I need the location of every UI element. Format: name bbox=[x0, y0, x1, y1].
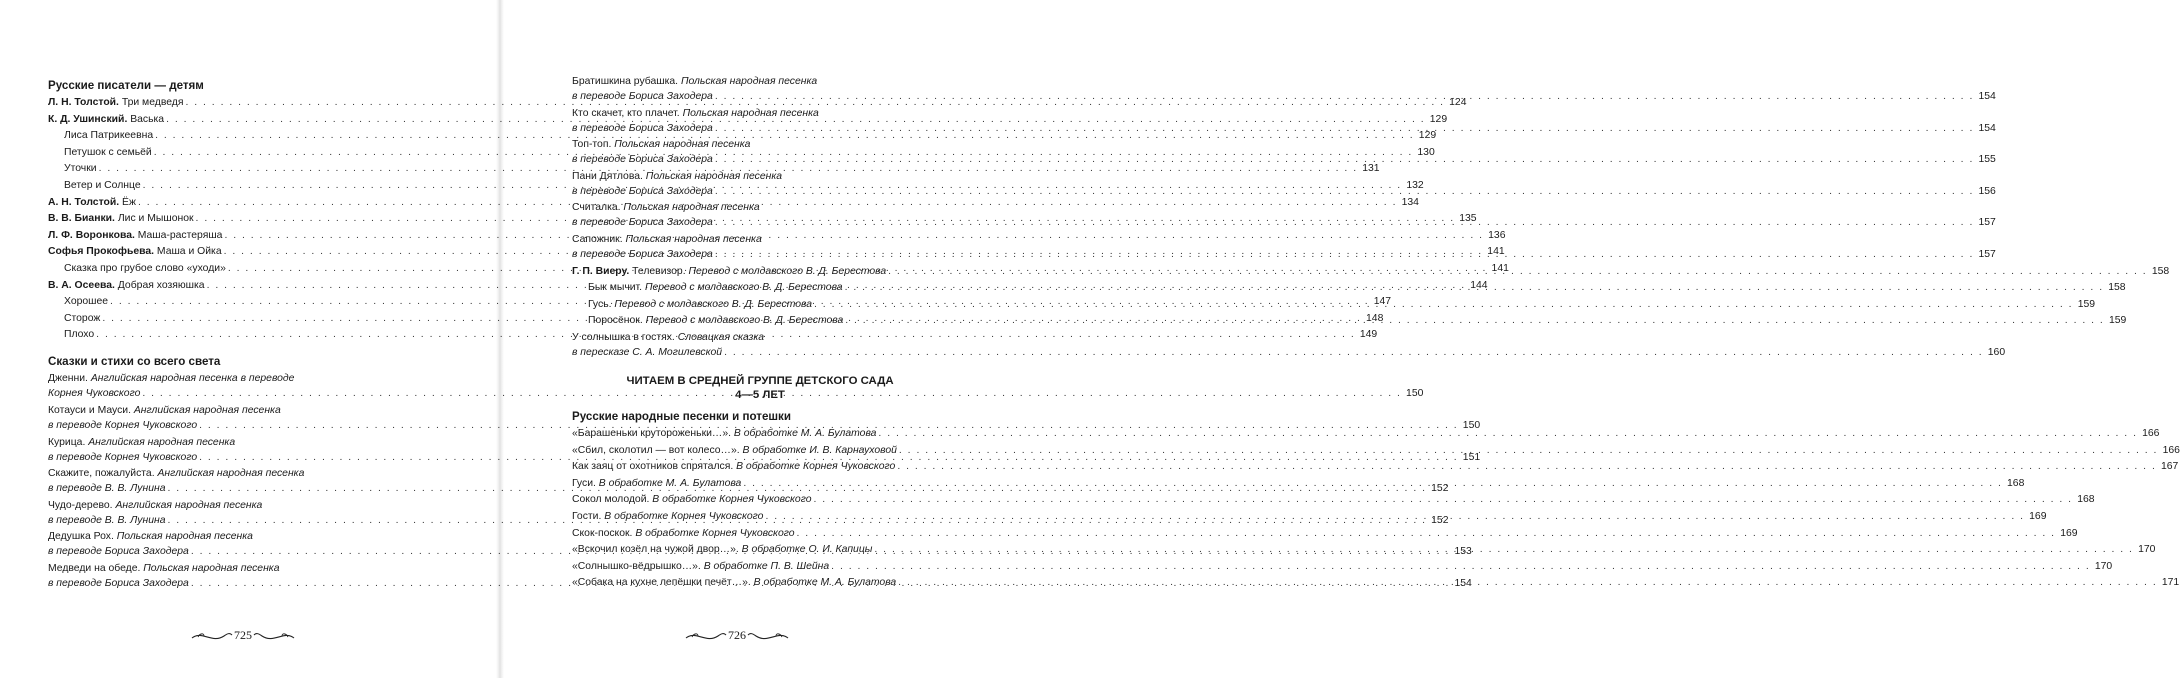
toc-title: «Сбил, сколотил — вот колесо…». bbox=[572, 444, 740, 456]
toc-page-number: 170 bbox=[2138, 544, 2156, 556]
toc-entry-text bbox=[64, 294, 108, 309]
dot-leader bbox=[715, 215, 1974, 230]
toc-title: Братишкина рубашка. bbox=[572, 76, 679, 87]
toc-entry-line bbox=[572, 232, 948, 247]
toc-title: Лиса Патрикеевна bbox=[64, 130, 154, 142]
toc-entry-line bbox=[572, 200, 948, 215]
toc-note: В обработке П. В. Шейна bbox=[703, 560, 830, 572]
toc-title: Васька bbox=[130, 113, 165, 125]
toc-entry-text bbox=[48, 576, 189, 591]
group-heading-line: ЧИТАЕМ В СРЕДНЕЙ ГРУППЕ ДЕТСКОГО САДА bbox=[626, 374, 894, 387]
toc-title: Сапожник. bbox=[572, 233, 623, 245]
toc-title: Топ-топ. bbox=[572, 139, 612, 151]
toc-note: В обработке О. И. Капицы bbox=[741, 544, 873, 556]
toc-note: Польская народная песенка bbox=[625, 233, 762, 245]
toc-entry-text bbox=[48, 418, 197, 433]
toc-page-number: 152 bbox=[1431, 483, 1449, 495]
toc-page-number: 151 bbox=[1462, 451, 1481, 463]
toc-page-number: 171 bbox=[2161, 577, 2180, 589]
toc-page-number: 141 bbox=[1491, 262, 1509, 274]
toc-entry-text bbox=[48, 450, 197, 465]
toc-title: Дедушка Рох. bbox=[48, 531, 114, 543]
toc-entry-line bbox=[48, 371, 424, 386]
toc-note: в переводе Корнея Чуковского bbox=[48, 451, 198, 463]
section-title: Сказки и стихи со всего света bbox=[48, 355, 221, 369]
toc-entry-text bbox=[572, 426, 876, 441]
toc-entry-text bbox=[64, 145, 152, 160]
toc-entry-line bbox=[48, 435, 424, 450]
toc-note: в пересказе С. А. Могилевской bbox=[572, 346, 723, 358]
section-title: Русские писатели — детям bbox=[48, 79, 204, 92]
dot-leader bbox=[797, 526, 2056, 541]
dot-leader bbox=[814, 492, 2073, 507]
toc-title: У солнышка в гостях. bbox=[572, 331, 675, 343]
toc-page-number: 124 bbox=[1449, 97, 1467, 108]
toc-entry-text bbox=[64, 161, 97, 176]
toc-page-number: 169 bbox=[2029, 510, 2047, 522]
dot-leader bbox=[897, 459, 2156, 474]
toc-note: в переводе Бориса Заходера bbox=[572, 122, 713, 134]
toc-note: В обработке Корнея Чуковского bbox=[604, 510, 764, 522]
toc-entry-line bbox=[572, 169, 948, 184]
toc-page-number: 152 bbox=[1431, 514, 1449, 526]
toc-page-number: 141 bbox=[1487, 246, 1505, 258]
toc-title: Гусь. bbox=[588, 298, 612, 310]
group-heading bbox=[572, 374, 948, 403]
toc-title: Уточки bbox=[64, 163, 97, 175]
dot-leader bbox=[715, 89, 1974, 104]
toc-author: Софья Прокофьева. bbox=[48, 246, 155, 258]
toc-page-number: 168 bbox=[2007, 477, 2025, 489]
toc-entry-text bbox=[572, 152, 713, 167]
toc-title: Ёж bbox=[122, 196, 136, 208]
toc-entry bbox=[572, 526, 2078, 541]
toc-entry-text bbox=[64, 178, 141, 193]
toc-note: Польская народная песенка bbox=[614, 139, 751, 151]
toc-entry-text bbox=[48, 244, 222, 259]
page-number: 726 bbox=[728, 628, 746, 642]
toc-entry-text bbox=[64, 311, 100, 326]
dot-leader bbox=[845, 313, 2104, 328]
toc-entry-text bbox=[572, 215, 713, 230]
toc-page-number: 168 bbox=[2077, 494, 2095, 506]
toc-note: В обработке Корнея Чуковского bbox=[635, 527, 795, 539]
toc-note: Английская народная песенка bbox=[88, 436, 236, 448]
toc-author: В. В. Бианки. bbox=[48, 213, 115, 225]
toc-note: В обработке Корнея Чуковского bbox=[652, 494, 812, 506]
page-number: 725 bbox=[234, 628, 252, 642]
toc-note: В обработке М. А. Булатова bbox=[598, 477, 742, 489]
toc-title: Поросёнок. bbox=[588, 315, 643, 327]
toc-page-number: 149 bbox=[1359, 329, 1378, 341]
toc-note: Перевод с молдавского В. Д. Берестова bbox=[688, 265, 887, 277]
toc-title: Как заяц от охотников спрятался. bbox=[572, 461, 734, 473]
toc-entry-text bbox=[572, 476, 741, 491]
toc-note: Перевод с молдавского В. Д. Берестова bbox=[645, 315, 844, 327]
toc-entry-line bbox=[48, 498, 424, 513]
toc-entry-text bbox=[64, 261, 226, 276]
toc-page-number: 132 bbox=[1406, 179, 1424, 191]
toc-entry-text bbox=[572, 184, 713, 199]
dot-leader bbox=[715, 184, 1974, 199]
dot-leader bbox=[845, 280, 2104, 295]
toc-page-number: 144 bbox=[1470, 279, 1488, 291]
toc-entry-line bbox=[572, 330, 948, 345]
toc-page-number: 167 bbox=[2161, 461, 2179, 473]
toc-entry-text bbox=[572, 121, 713, 136]
toc-note: Польская народная песенка bbox=[682, 107, 819, 119]
toc-title: «Вскочил козёл на чужой двор…». bbox=[572, 544, 739, 556]
toc-entry-text bbox=[572, 247, 713, 262]
toc-title: Сказка про грубое слово «уходи» bbox=[64, 262, 226, 274]
toc-entry-line bbox=[572, 459, 2179, 474]
toc-entry-text bbox=[572, 509, 763, 524]
dot-leader bbox=[765, 509, 2024, 524]
toc-page-number: 159 bbox=[2108, 315, 2127, 327]
toc-entry-line bbox=[48, 403, 424, 418]
toc-page-number: 134 bbox=[1401, 196, 1419, 208]
toc-entry-text bbox=[572, 459, 895, 474]
toc-page-number: 166 bbox=[2162, 444, 2180, 456]
toc-note: Английская народная песенка bbox=[157, 468, 305, 480]
dot-leader bbox=[899, 443, 2158, 458]
dot-leader bbox=[831, 559, 2090, 574]
toc-note: в переводе Бориса Заходера bbox=[48, 577, 189, 589]
toc-note: Словацкая сказка bbox=[677, 331, 765, 343]
toc-note: в переводе В. В. Лунина bbox=[48, 483, 166, 495]
toc-entry-text bbox=[572, 542, 872, 557]
toc-author: В. А. Осеева. bbox=[48, 279, 115, 291]
toc-page-number: 158 bbox=[2151, 265, 2170, 277]
toc-title: Ветер и Солнце bbox=[64, 179, 141, 191]
toc-entry-text bbox=[588, 297, 812, 312]
toc-title: Гости. bbox=[572, 510, 602, 522]
toc-entry-line bbox=[48, 466, 424, 481]
toc-title: Петушок с семьёй bbox=[64, 146, 152, 158]
dot-leader bbox=[715, 247, 1974, 262]
toc-note: В обработке И. В. Карнауховой bbox=[742, 444, 897, 456]
toc-title: Считалка. bbox=[572, 202, 621, 214]
toc-title: «Солнышко-вёдрышко…». bbox=[572, 560, 701, 572]
dot-leader bbox=[715, 152, 1974, 167]
toc-entry bbox=[572, 459, 2179, 474]
toc-note: В обработке М. А. Булатова bbox=[753, 577, 897, 589]
toc-title: Курица. bbox=[48, 436, 86, 448]
toc-title: Медведи на обеде. bbox=[48, 562, 141, 574]
toc-entry-line bbox=[572, 526, 2078, 541]
toc-entry-text bbox=[572, 492, 812, 507]
toc-note: в переводе Корнея Чуковского bbox=[48, 419, 198, 431]
left-page-folio bbox=[188, 624, 298, 648]
toc-note: Английская народная песенка bbox=[115, 499, 263, 511]
toc-entry bbox=[572, 559, 2113, 574]
toc-entry-text bbox=[572, 264, 886, 279]
toc-entry-line bbox=[572, 137, 948, 152]
toc-entry-text bbox=[48, 513, 165, 528]
toc-title: Гуси. bbox=[572, 477, 596, 489]
toc-title: Плохо bbox=[64, 329, 95, 341]
toc-note: Перевод с молдавского В. Д. Берестова bbox=[644, 282, 843, 294]
toc-entry-line bbox=[572, 106, 948, 121]
toc-page-number: 129 bbox=[1429, 113, 1448, 125]
toc-note: в переводе Бориса Заходера bbox=[572, 91, 713, 102]
toc-page-number: 154 bbox=[1978, 122, 1996, 134]
toc-note: в переводе Бориса Заходера bbox=[572, 185, 713, 197]
toc-note: в переводе Бориса Заходера bbox=[572, 154, 713, 166]
toc-note: в переводе Бориса Заходера bbox=[572, 217, 713, 229]
toc-author: К. Д. Ушинский. bbox=[48, 113, 128, 125]
toc-note: в переводе В. В. Лунина bbox=[48, 514, 166, 526]
dot-leader bbox=[874, 542, 2133, 557]
toc-entry-text bbox=[48, 278, 205, 293]
toc-entry-line bbox=[572, 345, 2006, 360]
toc-title: Бык мычит. bbox=[588, 282, 643, 294]
toc-entry-text bbox=[64, 128, 153, 143]
toc-page-number: 148 bbox=[1366, 312, 1384, 324]
toc-entry-line bbox=[572, 559, 2113, 574]
dot-leader bbox=[743, 476, 2002, 491]
toc-entry-text bbox=[48, 228, 222, 243]
toc-page-number: 154 bbox=[1454, 577, 1472, 589]
dot-leader bbox=[715, 121, 1974, 136]
toc-title: «Собака на кухне лепёшки печёт…». bbox=[572, 577, 751, 589]
toc-title: Телевизор. bbox=[632, 265, 686, 277]
toc-note: Польская народная песенка bbox=[645, 170, 783, 182]
toc-page-number: 169 bbox=[2060, 527, 2078, 539]
toc-page-number: 147 bbox=[1373, 296, 1392, 308]
toc-author: Г. П. Виеру. bbox=[572, 265, 630, 277]
toc-note: Польская народная песенка bbox=[116, 531, 253, 543]
toc-author: А. Н. Толстой. bbox=[48, 196, 120, 208]
toc-title: Хорошее bbox=[64, 296, 109, 308]
toc-note: в переводе Бориса Заходера bbox=[572, 248, 713, 260]
toc-author: Л. Н. Толстой. bbox=[48, 97, 119, 108]
toc-note: Английская народная песенка bbox=[133, 404, 281, 416]
toc-page-number: 160 bbox=[1987, 346, 2006, 358]
toc-page-number: 153 bbox=[1454, 546, 1472, 558]
toc-entry-text bbox=[572, 443, 897, 458]
toc-page-number: 129 bbox=[1418, 130, 1437, 142]
toc-page-number: 150 bbox=[1462, 419, 1481, 431]
toc-page-number: 166 bbox=[2142, 427, 2160, 439]
toc-note: Английская народная песенка в переводе bbox=[90, 373, 295, 385]
toc-entry-line bbox=[48, 529, 424, 544]
toc-page-number: 170 bbox=[2094, 560, 2113, 572]
toc-entry-line bbox=[572, 492, 2095, 507]
toc-page-number: 156 bbox=[1978, 185, 1996, 197]
toc-page-number: 135 bbox=[1459, 213, 1477, 225]
toc-entry-text bbox=[48, 481, 165, 496]
toc-title: Дженни. bbox=[48, 373, 88, 385]
toc-note: Перевод с молдавского В. Д. Берестова bbox=[614, 298, 813, 310]
toc-title: Сокол молодой. bbox=[572, 494, 650, 506]
toc-entry-text bbox=[48, 386, 140, 401]
toc-title: Кто скачет, кто плачет. bbox=[572, 107, 680, 119]
dot-leader bbox=[888, 264, 2147, 279]
dot-leader bbox=[878, 426, 2137, 441]
toc-title: Маша-растеряша bbox=[137, 229, 223, 241]
toc-page-number: 157 bbox=[1978, 217, 1996, 229]
dot-leader bbox=[724, 345, 1983, 360]
toc-entry-text bbox=[588, 280, 843, 295]
toc-page-number: 154 bbox=[1978, 91, 1996, 102]
toc-entry-text bbox=[48, 211, 194, 226]
toc-entry-text bbox=[572, 89, 713, 104]
toc-author: Л. Ф. Воронкова. bbox=[48, 229, 135, 241]
toc-title: «Барашеньки крутороженьки…». bbox=[572, 427, 731, 439]
toc-entry bbox=[572, 492, 2095, 507]
toc-page-number: 136 bbox=[1488, 229, 1506, 241]
toc-entry-text bbox=[48, 112, 164, 127]
dot-leader bbox=[814, 297, 2073, 312]
toc-note: в переводе Бориса Заходера bbox=[48, 546, 189, 558]
right-page-folio bbox=[682, 624, 792, 648]
toc-note: В обработке М. А. Булатова bbox=[733, 427, 877, 439]
toc-title: Котауси и Мауси. bbox=[48, 404, 131, 416]
toc-entry-line bbox=[572, 74, 948, 89]
toc-note: Корнея Чуковского bbox=[48, 388, 141, 400]
toc-entry-text bbox=[588, 313, 843, 328]
toc-entry-text bbox=[48, 95, 183, 110]
section-title: Русские народные песенки и потешки bbox=[572, 409, 791, 423]
toc-page-number: 159 bbox=[2077, 298, 2096, 310]
toc-page-number: 130 bbox=[1417, 146, 1435, 158]
toc-title: Скажите, пожалуйста. bbox=[48, 468, 155, 480]
toc-entry-text bbox=[572, 559, 829, 574]
toc-entry-text bbox=[572, 345, 722, 360]
toc-page-number: 131 bbox=[1362, 163, 1380, 175]
toc-title: Три медведя bbox=[121, 97, 184, 108]
toc-note: Польская народная песенка bbox=[623, 202, 760, 214]
toc-title: Пани Дятлова. bbox=[572, 170, 643, 182]
toc-entry-text bbox=[64, 327, 94, 342]
toc-title: Добрая хозяюшка bbox=[117, 279, 205, 291]
toc-note: В обработке Корнея Чуковского bbox=[736, 461, 896, 473]
toc-entry-text bbox=[572, 526, 795, 541]
toc-title: Лис и Мышонок bbox=[117, 213, 194, 225]
toc-page-number: 150 bbox=[1406, 388, 1424, 400]
toc-title: Чудо-дерево. bbox=[48, 499, 113, 511]
toc-entry bbox=[572, 426, 2160, 441]
dot-leader bbox=[898, 575, 2157, 590]
toc-entry-line bbox=[48, 561, 424, 576]
group-heading-age: 4—5 ЛЕТ bbox=[735, 389, 785, 402]
toc-title: Сторож bbox=[64, 312, 101, 324]
toc-entry-text bbox=[572, 575, 896, 590]
toc-page-number: 157 bbox=[1978, 248, 1996, 260]
toc-title: Маша и Ойка bbox=[156, 246, 222, 258]
toc-note: Польская народная песенка bbox=[143, 562, 280, 574]
toc-entry-text bbox=[48, 195, 136, 210]
toc-entry-line bbox=[572, 426, 2160, 441]
toc-title: Скок-поскок. bbox=[572, 527, 633, 539]
toc-note: Польская народная песенка bbox=[680, 76, 818, 87]
toc-page-number: 158 bbox=[2108, 282, 2126, 294]
toc-page-number: 155 bbox=[1978, 154, 1996, 166]
toc-entry-text bbox=[48, 544, 189, 559]
